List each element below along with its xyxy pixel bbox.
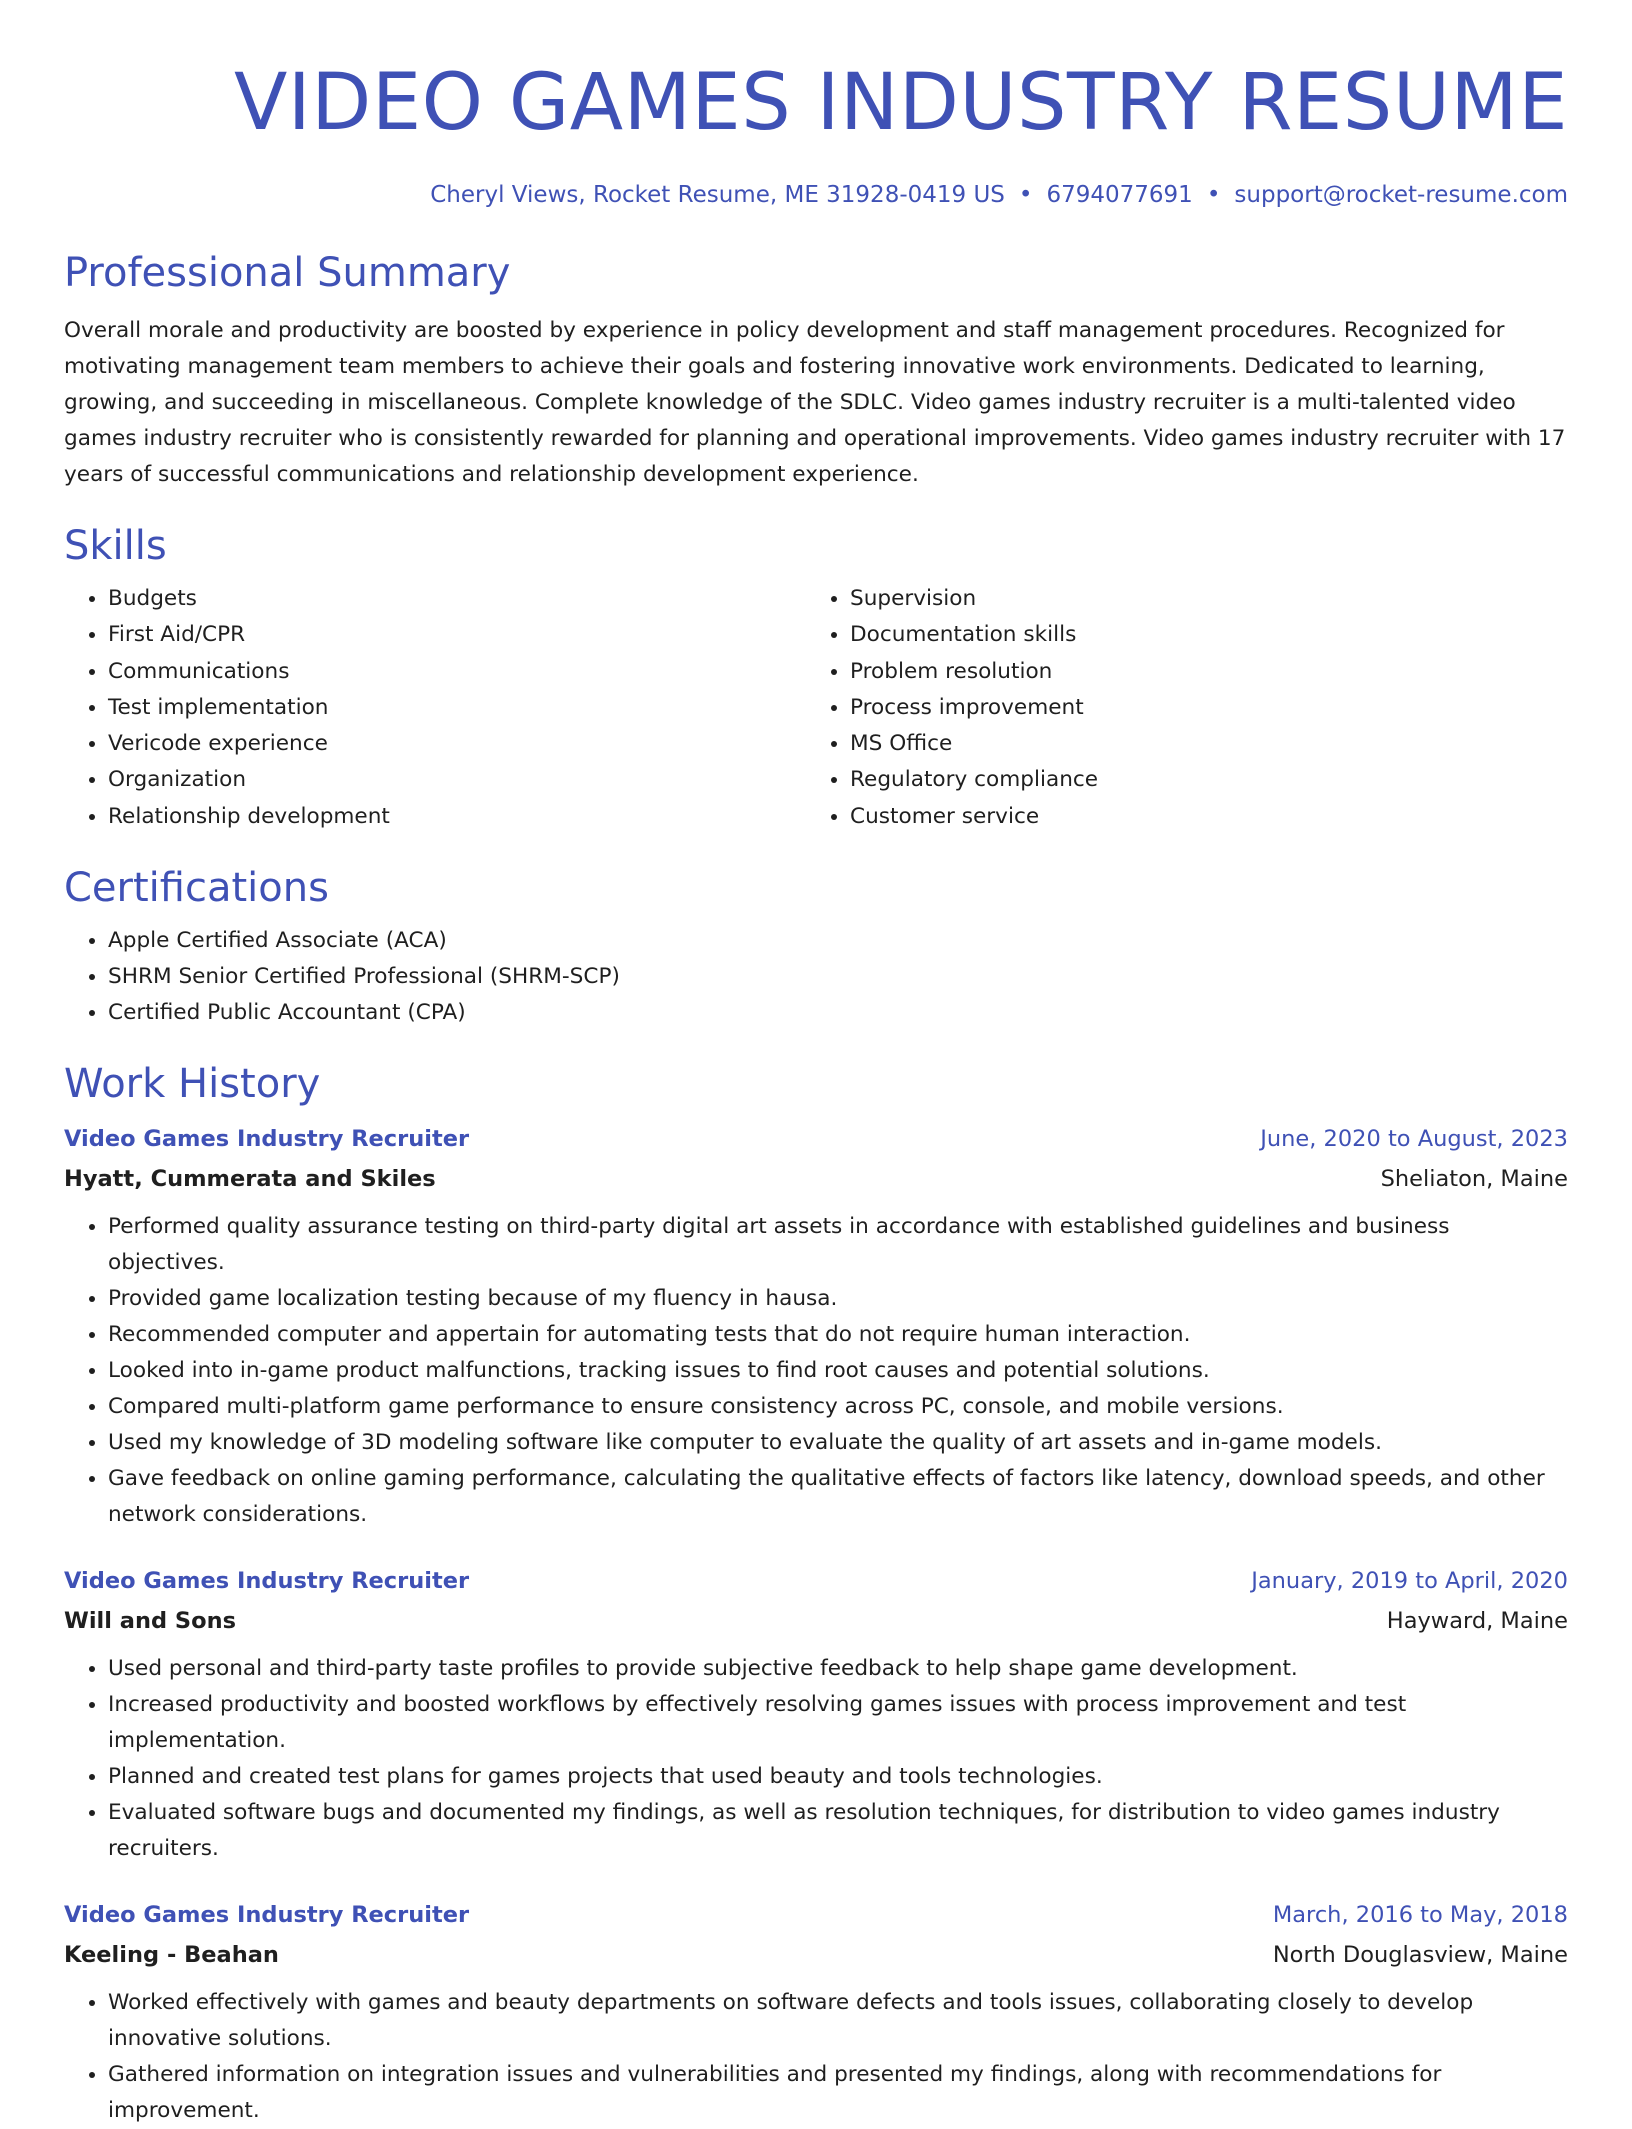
skill-item: • Documentation skills — [850, 617, 1548, 653]
summary-text: Overall morale and productivity are boosted by experience in policy development and staff management procedures. Recognized for motivating management team members to achieve their goals and fostering innovative work environments. Dedicated to learning, growing, and succeeding in miscellaneous. Complete knowledge of the SDLC. Video games industry recruiter is a multi-talented video games industry recruiter who is consistently rewarded for planning and operational improvements. Video games industry recruiter with 17 years of successful communications and relationship development experience. — [64, 318, 1566, 487]
job-company-row — [64, 1935, 1568, 1975]
job-bullet: • Gathered information on integration issues and vulnerabilities and presented my findings, along with recommendations for improvement. — [108, 2057, 1568, 2129]
certification-item: • SHRM Senior Certified Professional (SHRM-SCP) — [108, 959, 1568, 995]
job-company-row — [64, 1601, 1568, 1641]
job-bullets — [64, 1985, 1568, 2129]
job-bullet: • Used my knowledge of 3D modeling software like computer to evaluate the quality of art assets and in-game models. — [108, 1425, 1568, 1461]
contact-separator: • — [1018, 182, 1033, 208]
job-bullet: • Performed quality assurance testing on third-party digital art assets in accordance with established guidelines and business objectives. — [108, 1209, 1568, 1281]
job-bullet: • Used personal and third-party taste profiles to provide subjective feedback to help shape game development. — [108, 1651, 1568, 1687]
job-title: Video Games Industry Recruiter — [64, 1126, 470, 1153]
certification-item: • Certified Public Accountant (CPA) — [108, 995, 1568, 1031]
skill-item: • MS Office — [850, 726, 1548, 762]
skill-item: • First Aid/CPR — [108, 617, 806, 653]
job-location: North Douglasview, Maine — [1272, 1942, 1568, 1969]
skill-item: • Budgets — [108, 581, 806, 617]
skills-columns — [64, 581, 1568, 835]
skill-item: • Test implementation — [108, 690, 806, 726]
contact-address: Cheryl Views, Rocket Resume, ME 31928-0419 US — [430, 182, 1005, 208]
job-bullet: • Gave feedback on online gaming performance, calculating the qualitative effects of factors like latency, download speeds, and other network considerations. — [108, 1461, 1568, 1533]
job-entry — [64, 1561, 1568, 1867]
contact-separator: • — [1206, 182, 1221, 208]
job-header-row — [64, 1895, 1568, 1935]
certifications-heading: Certifications — [64, 865, 329, 912]
job-company: Keeling - Beahan — [64, 1942, 279, 1969]
job-company: Hyatt, Cummerata and Skiles — [64, 1166, 436, 1193]
job-bullet: • Planned and created test plans for games projects that used beauty and tools technologies. — [108, 1759, 1568, 1795]
job-bullet: • Provided game localization testing because of my fluency in hausa. — [108, 1281, 1568, 1317]
skill-item: • Vericode experience — [108, 726, 806, 762]
job-bullet: • Recommended computer and appertain for automating tests that do not require human interaction. — [108, 1317, 1568, 1353]
job-location: Sheliaton, Maine — [1380, 1166, 1568, 1193]
work-history-heading: Work History — [64, 1061, 321, 1108]
summary-heading: Professional Summary — [64, 250, 511, 296]
job-bullets — [64, 1651, 1568, 1867]
job-title: Video Games Industry Recruiter — [64, 1902, 470, 1929]
job-header-row — [64, 1561, 1568, 1601]
job-bullet: • Worked effectively with games and beauty departments on software defects and tools issues, collaborating closely to develop innovative solutions. — [108, 1985, 1568, 2057]
skill-item: • Organization — [108, 762, 806, 798]
skill-item: • Problem resolution — [850, 654, 1548, 690]
resume-title: VIDEO GAMES INDUSTRY RESUME — [233, 58, 1568, 148]
skill-item: • Relationship development — [108, 799, 806, 835]
job-company-row — [64, 1159, 1568, 1199]
job-company: Will and Sons — [64, 1608, 237, 1635]
job-dates: June, 2020 to August, 2023 — [1260, 1126, 1568, 1153]
contact-phone: 6794077691 — [1046, 182, 1193, 208]
certifications-list — [64, 923, 1568, 1031]
job-title: Video Games Industry Recruiter — [64, 1568, 470, 1595]
skills-heading: Skills — [64, 523, 167, 569]
contact-email: support@rocket-resume.com — [1234, 182, 1568, 208]
job-bullet: • Evaluated software bugs and documented my findings, as well as resolution techniques, for distribution to video games industry recruiters. — [108, 1795, 1568, 1867]
skill-item: • Customer service — [850, 799, 1548, 835]
job-entry — [64, 1895, 1568, 2129]
job-bullet: • Looked into in-game product malfunctions, tracking issues to find root causes and potential solutions. — [108, 1353, 1568, 1389]
job-bullet: • Compared multi-platform game performance to ensure consistency across PC, console, and mobile versions. — [108, 1389, 1568, 1425]
certification-item: • Apple Certified Associate (ACA) — [108, 923, 1568, 959]
job-header-row — [64, 1119, 1568, 1159]
skill-item: • Process improvement — [850, 690, 1548, 726]
skills-list-right — [806, 581, 1548, 835]
skill-item: • Communications — [108, 654, 806, 690]
job-dates: January, 2019 to April, 2020 — [1251, 1568, 1568, 1595]
skills-list-left — [64, 581, 806, 835]
resume-page — [64, 0, 1568, 2129]
contact-line — [64, 180, 1568, 210]
job-bullet: • Increased productivity and boosted workflows by effectively resolving games issues with process improvement and test implementation. — [108, 1687, 1568, 1759]
job-location: Hayward, Maine — [1386, 1608, 1568, 1635]
job-entry — [64, 1119, 1568, 1533]
job-dates: March, 2016 to May, 2018 — [1272, 1902, 1568, 1929]
job-bullets — [64, 1209, 1568, 1533]
skill-item: • Supervision — [850, 581, 1548, 617]
skill-item: • Regulatory compliance — [850, 762, 1548, 798]
